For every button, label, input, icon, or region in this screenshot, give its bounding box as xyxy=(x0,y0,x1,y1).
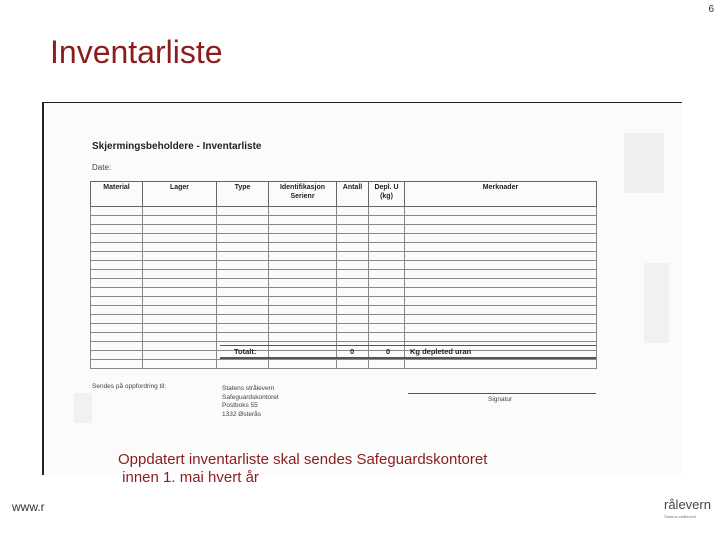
column-header-sublabel: (kg) xyxy=(380,193,393,200)
table-cell xyxy=(217,270,269,279)
table-cell xyxy=(337,252,369,261)
table-cell xyxy=(369,297,405,306)
address-line: 1332 Østerås xyxy=(222,410,262,418)
table-cell xyxy=(91,297,143,306)
total-divider xyxy=(220,345,596,346)
table-cell xyxy=(269,207,337,216)
table-cell xyxy=(269,225,337,234)
column-header-sublabel: Serienr xyxy=(290,193,315,200)
table-cell xyxy=(337,279,369,288)
address-line: Postboks 55 xyxy=(222,402,258,409)
send-to-label: Sendes på oppfordring til: xyxy=(92,383,167,390)
table-row xyxy=(91,297,597,306)
table-cell xyxy=(143,297,217,306)
table-cell xyxy=(217,279,269,288)
table-cell xyxy=(369,261,405,270)
note-line-2: innen 1. mai hvert år xyxy=(118,469,259,486)
table-cell xyxy=(269,297,337,306)
form-date-label: Date: xyxy=(92,163,112,172)
table-row xyxy=(91,324,597,333)
table-cell xyxy=(217,297,269,306)
table-cell xyxy=(405,243,597,252)
table-cell xyxy=(369,279,405,288)
table-cell xyxy=(369,270,405,279)
table-cell xyxy=(217,333,269,342)
column-header xyxy=(217,182,269,207)
table-cell xyxy=(91,261,143,270)
column-header-label: Merknader xyxy=(482,184,519,191)
table-cell xyxy=(369,333,405,342)
page-number: 6 xyxy=(708,4,714,15)
table-cell xyxy=(369,288,405,297)
table-cell xyxy=(369,207,405,216)
table-cell xyxy=(337,324,369,333)
table-cell xyxy=(405,315,597,324)
table-row xyxy=(91,306,597,315)
table-cell xyxy=(269,243,337,252)
column-header-label: Lager xyxy=(169,184,190,191)
note-line-1: Oppdatert inventarliste skal sendes Safeguardskontoret xyxy=(118,451,488,468)
table-cell xyxy=(91,351,143,360)
table-cell xyxy=(217,225,269,234)
table-cell xyxy=(337,243,369,252)
table-cell xyxy=(405,333,597,342)
total-label: Totalt: xyxy=(234,347,257,356)
table-cell xyxy=(143,342,217,351)
table-cell xyxy=(143,288,217,297)
table-cell xyxy=(405,261,597,270)
table-cell xyxy=(91,234,143,243)
table-cell xyxy=(269,342,337,351)
table-cell xyxy=(337,207,369,216)
column-header-label: Identifikasjon xyxy=(279,184,326,191)
table-cell xyxy=(217,288,269,297)
table-cell xyxy=(337,261,369,270)
column-header xyxy=(369,182,405,207)
table-row xyxy=(91,279,597,288)
table-cell xyxy=(369,216,405,225)
table-cell xyxy=(217,360,269,369)
table-cell xyxy=(143,234,217,243)
table-cell xyxy=(91,279,143,288)
table-cell xyxy=(217,315,269,324)
table-cell xyxy=(405,216,597,225)
table-cell xyxy=(143,243,217,252)
table-cell xyxy=(405,297,597,306)
table-cell xyxy=(91,270,143,279)
column-header xyxy=(337,182,369,207)
table-cell xyxy=(337,288,369,297)
table-cell xyxy=(217,207,269,216)
table-cell xyxy=(369,234,405,243)
table-cell xyxy=(269,261,337,270)
column-header-label: Type xyxy=(234,184,251,191)
table-cell xyxy=(143,360,217,369)
table-row xyxy=(91,243,597,252)
table-cell xyxy=(405,288,597,297)
total-count: 0 xyxy=(350,347,355,356)
table-cell xyxy=(337,297,369,306)
address-line: Statens strålevern xyxy=(222,385,275,392)
table-cell xyxy=(91,324,143,333)
table-cell xyxy=(405,360,597,369)
table-cell xyxy=(337,270,369,279)
logo: rålevern xyxy=(664,497,711,512)
inventory-table xyxy=(90,181,597,369)
table-cell xyxy=(91,315,143,324)
table-cell xyxy=(143,216,217,225)
table-cell xyxy=(369,243,405,252)
table-cell xyxy=(217,234,269,243)
table-cell xyxy=(91,252,143,261)
table-cell xyxy=(269,270,337,279)
table-cell xyxy=(405,306,597,315)
table-row xyxy=(91,216,597,225)
table-cell xyxy=(269,279,337,288)
table-cell xyxy=(143,315,217,324)
table-cell xyxy=(143,324,217,333)
table-row xyxy=(91,225,597,234)
table-cell xyxy=(269,252,337,261)
table-cell xyxy=(143,270,217,279)
table-cell xyxy=(269,333,337,342)
table-cell xyxy=(269,315,337,324)
logo-subtitle: Statens strålevern xyxy=(664,514,697,519)
footer-url[interactable]: www.r xyxy=(12,500,45,514)
table-cell xyxy=(269,216,337,225)
address-block xyxy=(222,385,279,419)
table-cell xyxy=(269,234,337,243)
table-cell xyxy=(405,279,597,288)
table-cell xyxy=(269,306,337,315)
table-cell xyxy=(217,216,269,225)
table-cell xyxy=(143,225,217,234)
table-cell xyxy=(217,306,269,315)
table-cell xyxy=(337,306,369,315)
table-cell xyxy=(91,207,143,216)
table-cell xyxy=(269,324,337,333)
table-row xyxy=(91,252,597,261)
table-row xyxy=(91,333,597,342)
table-cell xyxy=(217,324,269,333)
signature-label: Signatur xyxy=(488,396,513,403)
table-cell xyxy=(143,207,217,216)
table-cell xyxy=(369,306,405,315)
scanned-inventory-form xyxy=(42,102,682,475)
table-cell xyxy=(369,360,405,369)
table-cell xyxy=(405,252,597,261)
table-cell xyxy=(217,261,269,270)
form-title: Skjermingsbeholdere - Inventarliste xyxy=(92,141,262,152)
table-cell xyxy=(369,324,405,333)
total-kg: 0 xyxy=(386,347,391,356)
table-cell xyxy=(143,261,217,270)
column-header xyxy=(269,182,337,207)
table-cell xyxy=(143,333,217,342)
table-cell xyxy=(405,207,597,216)
table-cell xyxy=(337,360,369,369)
table-cell xyxy=(91,342,143,351)
table-cell xyxy=(337,333,369,342)
table-cell xyxy=(405,270,597,279)
address-line: Safeguardskontoret xyxy=(222,393,279,401)
table-cell xyxy=(337,234,369,243)
table-cell xyxy=(337,216,369,225)
table-cell xyxy=(143,306,217,315)
total-unit: Kg depleted uran xyxy=(410,347,472,356)
table-cell xyxy=(143,252,217,261)
column-header xyxy=(91,182,143,207)
signature-line xyxy=(408,393,596,394)
column-header xyxy=(405,182,597,207)
column-header xyxy=(143,182,217,207)
table-cell xyxy=(91,225,143,234)
table-cell xyxy=(405,324,597,333)
table-cell xyxy=(269,288,337,297)
table-cell xyxy=(143,351,217,360)
total-underline xyxy=(220,357,596,359)
table-cell xyxy=(91,243,143,252)
table-cell xyxy=(217,243,269,252)
table-row xyxy=(91,207,597,216)
table-cell xyxy=(337,315,369,324)
column-header-label: Antall xyxy=(342,184,363,191)
table-cell xyxy=(91,333,143,342)
column-header-label: Material xyxy=(103,184,130,191)
table-row xyxy=(91,270,597,279)
table-cell xyxy=(91,216,143,225)
table-cell xyxy=(369,315,405,324)
table-row xyxy=(91,360,597,369)
column-header-label: Depl. U xyxy=(374,184,399,191)
table-cell xyxy=(91,306,143,315)
table-cell xyxy=(91,360,143,369)
table-cell xyxy=(405,225,597,234)
table-cell xyxy=(337,225,369,234)
table-cell xyxy=(369,225,405,234)
table-row xyxy=(91,261,597,270)
table-cell xyxy=(143,279,217,288)
table-cell xyxy=(369,252,405,261)
table-cell xyxy=(91,288,143,297)
table-row xyxy=(91,342,597,351)
note-text xyxy=(118,451,487,487)
table-row xyxy=(91,288,597,297)
table-row xyxy=(91,315,597,324)
table-row xyxy=(91,234,597,243)
table-cell xyxy=(269,360,337,369)
table-cell xyxy=(405,234,597,243)
page-title: Inventarliste xyxy=(50,34,223,70)
table-cell xyxy=(217,252,269,261)
